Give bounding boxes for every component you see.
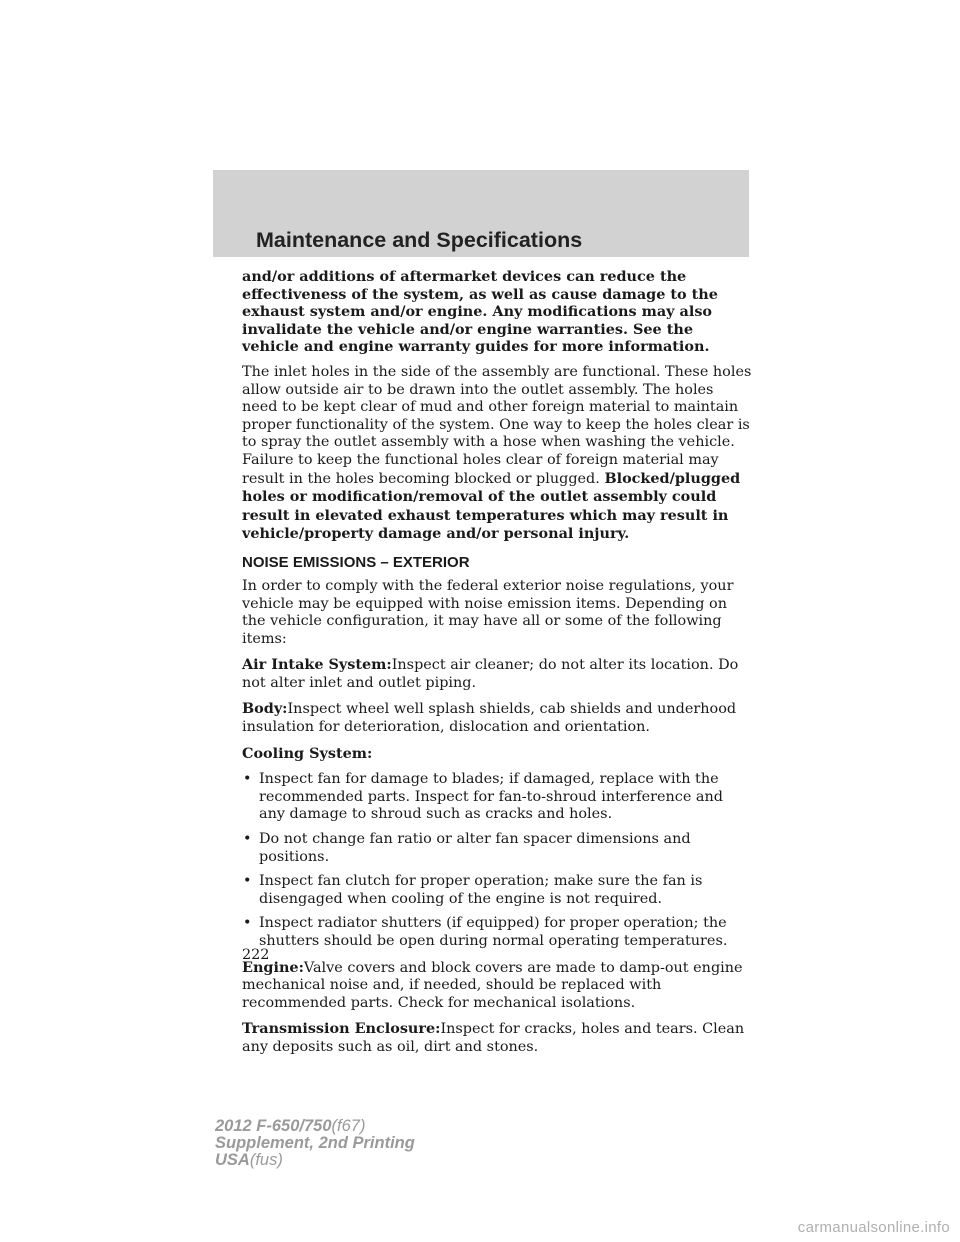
- inlet-holes-paragraph: [242, 364, 752, 544]
- noise-emissions-heading: NOISE EMISSIONS – EXTERIOR: [242, 553, 470, 571]
- print-footer: [215, 1118, 415, 1169]
- footer-model-code: (f67): [331, 1117, 366, 1135]
- footer-line-market: [215, 1152, 415, 1169]
- footer-market: USA: [215, 1151, 250, 1169]
- list-item-text: Inspect fan for damage to blades; if damaged, replace with the recommended parts. Inspect for fan-to-shroud interference and any damage to shroud such as cracks and holes.: [259, 771, 723, 823]
- transmission-paragraph: [242, 1020, 752, 1056]
- list-item: [242, 771, 752, 824]
- cooling-system-list: [242, 771, 752, 950]
- bullet-icon: •: [243, 831, 252, 848]
- list-item: [242, 873, 752, 908]
- engine-text: Valve covers and block covers are made to damp-out engine mechanical noise and, if needed, should be replaced with recommended parts. Check for mechanical isolations.: [242, 959, 743, 1011]
- footer-market-code: (fus): [249, 1151, 283, 1169]
- bullet-icon: •: [243, 873, 252, 890]
- list-item: [242, 831, 752, 866]
- air-intake-paragraph: [242, 656, 752, 692]
- air-intake-label: Air Intake System:: [242, 656, 392, 674]
- engine-label: Engine:: [242, 958, 304, 976]
- noise-intro-paragraph: In order to comply with the federal exterior noise regulations, your vehicle may be equipped with noise emission items. Depending on the vehicle configuration, it may have all or some of the following items:: [242, 577, 734, 647]
- inlet-holes-warning: Blocked/plugged holes or modification/removal of the outlet assembly could result in elevated exhaust temperatures which may result in vehicle/property damage and/or personal injury.: [242, 469, 741, 543]
- lead-warning-paragraph: and/or additions of aftermarket devices can reduce the effectiveness of the system, as well as cause damage to the exhaust system and/or engine. Any modifications may also invalidate the vehicle and/or engine warranties. See the vehicle and engine warranty guides for more information.: [242, 268, 718, 356]
- list-item-text: Inspect fan clutch for proper operation; make sure the fan is disengaged when cooling of the engine is not required.: [259, 873, 703, 907]
- body-paragraph: [242, 700, 752, 736]
- transmission-text: Inspect for cracks, holes and tears. Clean any deposits such as oil, dirt and stones.: [242, 1021, 745, 1055]
- section-title: Maintenance and Specifications: [256, 228, 583, 252]
- inlet-holes-text: The inlet holes in the side of the assembly are functional. These holes allow outside air to be drawn into the outlet assembly. The holes need to be kept clear of mud and other foreign material to maintain proper functionality of the system. One way to keep the holes clear is to spray the outlet assembly with a hose when washing the vehicle. Failure to keep the functional holes clear of foreign material may result in the holes becoming blocked or plugged.: [242, 363, 752, 487]
- body-label: Body:: [242, 700, 288, 718]
- footer-line-model: [215, 1118, 415, 1135]
- air-intake-text: Inspect air cleaner; do not alter its location. Do not alter inlet and outlet piping.: [242, 657, 739, 691]
- cooling-system-label-paragraph: [242, 745, 752, 764]
- bullet-icon: •: [243, 771, 252, 788]
- body-text: Inspect wheel well splash shields, cab shields and underhood insulation for deterioration, dislocation and orientation.: [242, 701, 737, 736]
- transmission-label: Transmission Enclosure:: [242, 1020, 441, 1038]
- footer-model: 2012 F-650/750: [215, 1117, 332, 1135]
- site-watermark: carmanualsonline.info: [797, 1219, 950, 1236]
- footer-edition: Supplement, 2nd Printing: [215, 1134, 415, 1152]
- page-number: 222: [242, 947, 270, 963]
- list-item-text: Inspect radiator shutters (if equipped) for proper operation; the shutters should be open during normal operating temperatures.: [259, 915, 728, 949]
- cooling-system-label: Cooling System:: [242, 744, 373, 762]
- list-item-text: Do not change fan ratio or alter fan spacer dimensions and positions.: [259, 831, 691, 865]
- page-content: [242, 268, 752, 1065]
- bullet-icon: •: [243, 915, 252, 932]
- list-item: [242, 915, 752, 950]
- engine-paragraph: [242, 959, 752, 1013]
